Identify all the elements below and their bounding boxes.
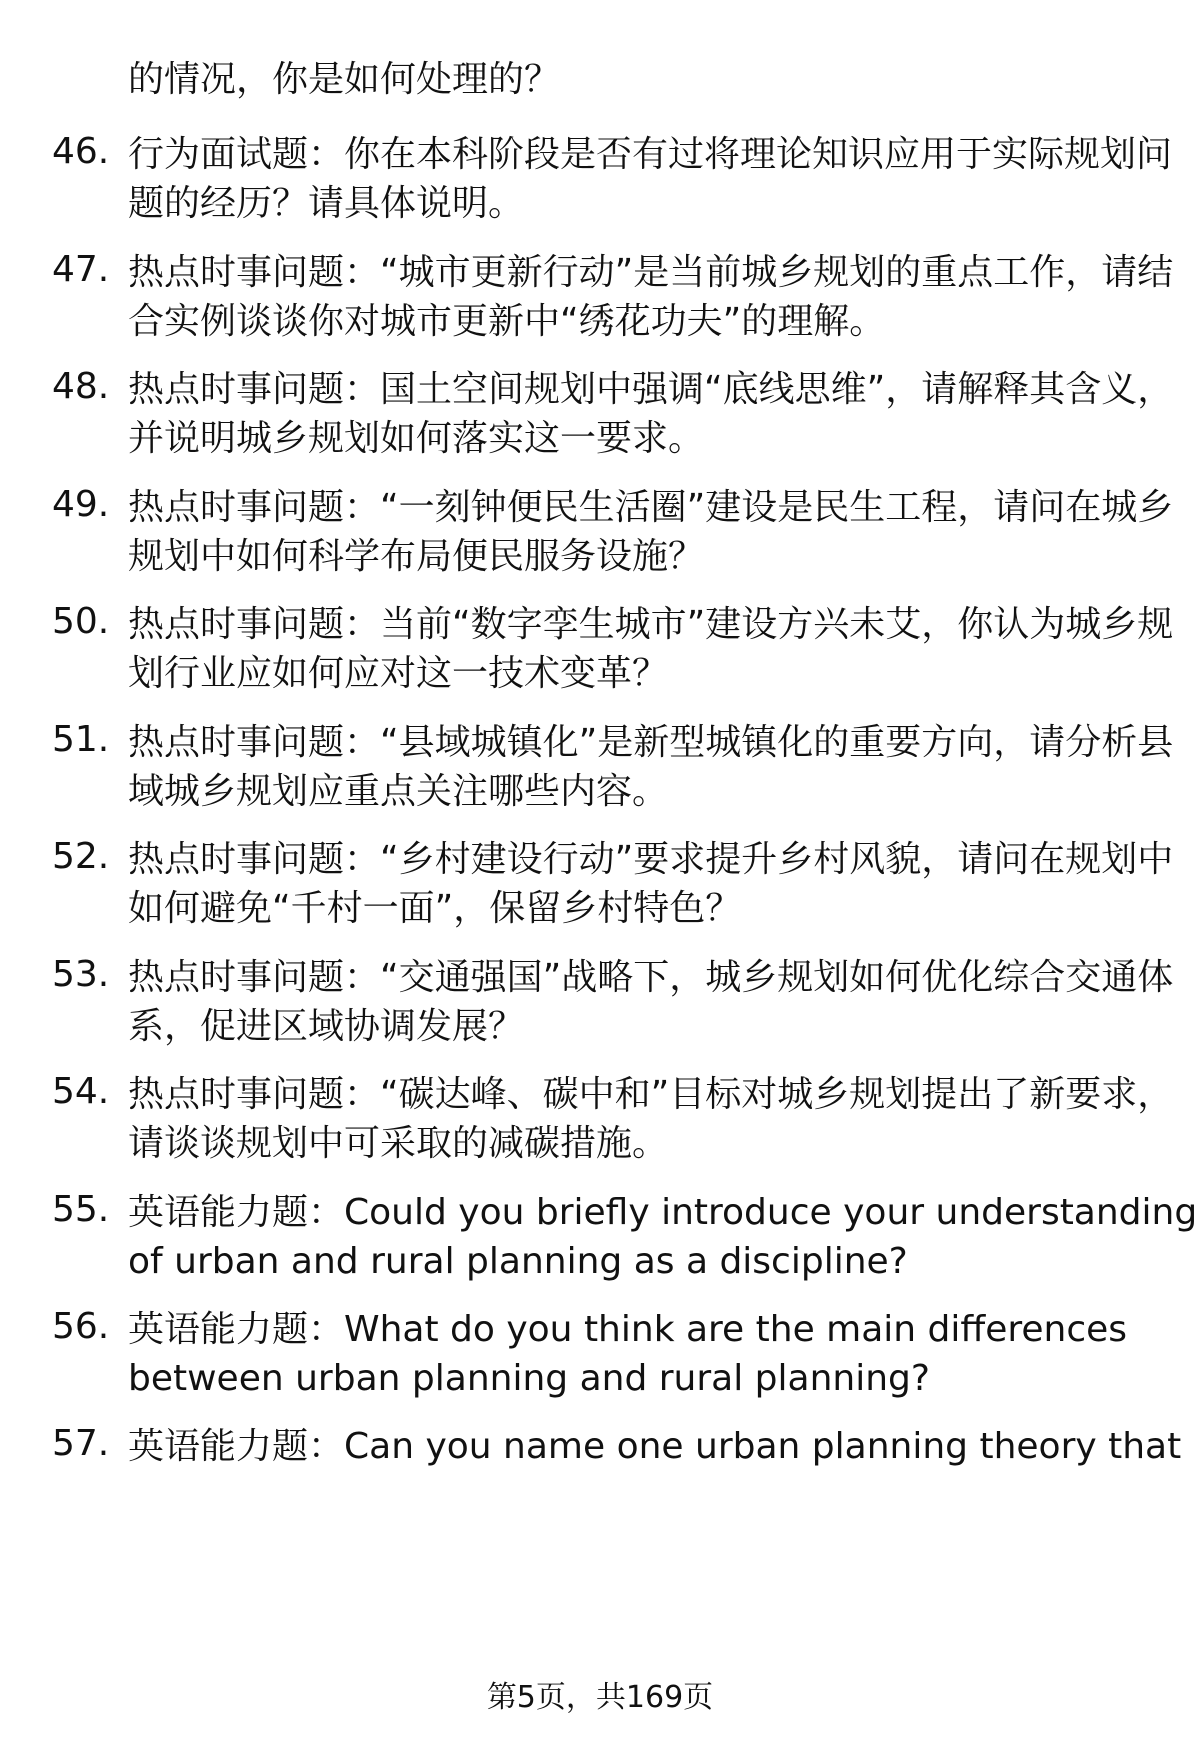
question-text: 热点时事问题：当前“数字孪生城市”建设方兴未艾，你认为城乡规划行业应如何应对这一技术变革？ bbox=[128, 604, 1174, 694]
question-text: 英语能力题：Could you briefly introduce your understanding of urban and rural planning as a discipline? bbox=[128, 1192, 1198, 1282]
question-number: 56. bbox=[52, 1306, 110, 1347]
question-number: 48. bbox=[52, 366, 110, 407]
question-text: 英语能力题：Can you name one urban planning theory that bbox=[128, 1426, 1182, 1467]
question-text: 热点时事问题：“碳达峰、碳中和”目标对城乡规划提出了新要求，请谈谈规划中可采取的减碳措施。 bbox=[128, 1074, 1174, 1164]
page-number-footer: 第5页，共169页 bbox=[486, 1680, 714, 1715]
question-text: 热点时事问题：“县域城镇化”是新型城镇化的重要方向，请分析县域城乡规划应重点关注哪些内容。 bbox=[128, 722, 1174, 812]
question-number: 55. bbox=[52, 1189, 110, 1230]
question-number: 49. bbox=[52, 484, 110, 525]
question-text: 英语能力题：What do you think are the main differences between urban planning and rural planning? bbox=[128, 1309, 1128, 1399]
question-number: 54. bbox=[52, 1071, 110, 1112]
question-number: 50. bbox=[52, 601, 110, 642]
continuation-text: 的情况，你是如何处理的？ bbox=[128, 59, 561, 100]
question-number: 52. bbox=[52, 836, 110, 877]
question-text: 热点时事问题：“一刻钟便民生活圈”建设是民生工程，请问在城乡规划中如何科学布局便民服务设施？ bbox=[128, 487, 1174, 577]
question-text: 热点时事问题：国土空间规划中强调“底线思维”，请解释其含义，并说明城乡规划如何落实这一要求。 bbox=[128, 369, 1174, 459]
question-number: 53. bbox=[52, 954, 110, 995]
question-number: 51. bbox=[52, 719, 110, 760]
question-number: 46. bbox=[52, 131, 110, 172]
question-text: 热点时事问题：“交通强国”战略下，城乡规划如何优化综合交通体系，促进区域协调发展？ bbox=[128, 957, 1174, 1047]
question-number: 57. bbox=[52, 1423, 110, 1464]
question-text: 行为面试题：你在本科阶段是否有过将理论知识应用于实际规划问题的经历？请具体说明。 bbox=[128, 134, 1173, 224]
question-text: 热点时事问题：“乡村建设行动”要求提升乡村风貌，请问在规划中如何避免“千村一面”，保留乡村特色？ bbox=[128, 839, 1174, 929]
question-number: 47. bbox=[52, 249, 110, 290]
question-text: 热点时事问题：“城市更新行动”是当前城乡规划的重点工作，请结合实例谈谈你对城市更新中“绣花功夫”的理解。 bbox=[128, 252, 1174, 342]
